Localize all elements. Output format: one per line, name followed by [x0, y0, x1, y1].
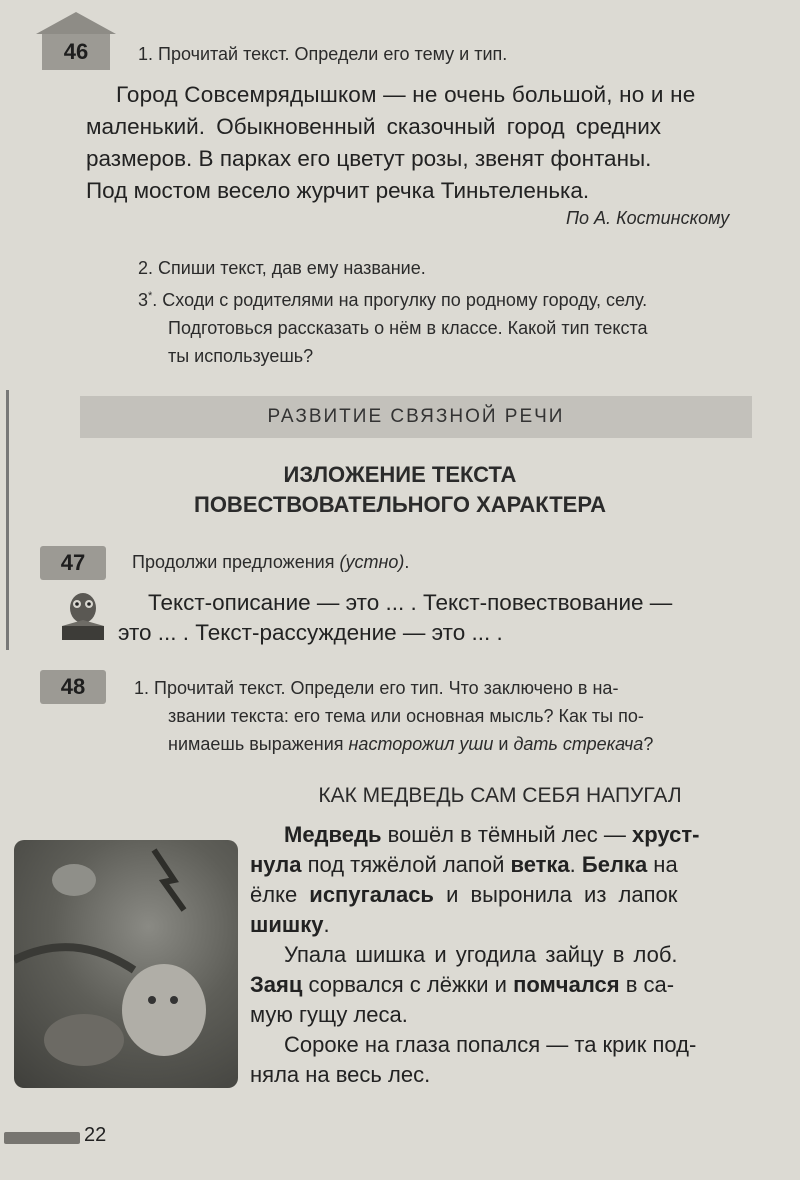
ex47-task-text: Продолжи предложения	[132, 552, 335, 572]
exercise-48-badge: 48	[40, 670, 106, 704]
ex46-text-line: размеров. В парках его цветут розы, звенят фонтаны.	[86, 146, 652, 171]
story-line: Упала шишка и угодила зайцу в лоб.	[284, 942, 678, 967]
story-line	[250, 972, 674, 998]
story-word: сорвался с лёжки и	[302, 972, 514, 997]
ex47-line: Текст-описание — это ... . Текст-повествование —	[148, 590, 673, 615]
task3-star: *	[148, 290, 153, 302]
ex46-author: По А. Костинскому	[566, 208, 730, 228]
owl-reading-icon	[56, 586, 110, 644]
story-word: на	[647, 852, 678, 877]
story-line	[250, 912, 330, 938]
ex48-task-line1: 1. Прочитай текст. Определи его тип. Что заключено в на-	[134, 678, 619, 698]
story-word: Медведь	[284, 822, 382, 847]
ex48-task-line2: звании текста: его тема или основная мысль? Как ты по-	[168, 706, 644, 726]
ex46-task3	[138, 290, 647, 311]
page-ornament-icon	[4, 1132, 80, 1144]
ex48-expression1: насторожил уши	[348, 734, 494, 754]
task3-number: 3	[138, 290, 149, 310]
story-word: .	[569, 852, 582, 877]
ex46-task2: 2. Спиши текст, дав ему название.	[138, 258, 426, 278]
task3-text: . Сходи с родителями на прогулку по родному городу, селу.	[152, 290, 648, 310]
story-word: испугалась	[309, 882, 434, 907]
story-illustration	[14, 840, 238, 1088]
ex48-task-text: ?	[643, 734, 654, 754]
story-word: помчался	[513, 972, 620, 997]
ex48-task-text: и	[493, 734, 514, 754]
story-line: Сороке на глаза попался — та крик под-	[284, 1032, 697, 1057]
story-word: нула	[250, 852, 302, 877]
story-word: хруст-	[632, 822, 700, 847]
story-word: Белка	[581, 852, 648, 877]
story-word: .	[323, 912, 330, 937]
section-heading-line2: ПОВЕСТВОВАТЕЛЬНОГО ХАРАКТЕРА	[194, 492, 606, 517]
story-word: под тяжёлой лапой	[301, 852, 511, 877]
section-banner: РАЗВИТИЕ СВЯЗНОЙ РЕЧИ	[80, 396, 752, 438]
ex47-line: это ... . Текст-рассуждение — это ... .	[118, 620, 503, 645]
ex47-task-end: .	[404, 552, 410, 572]
story-word: и выронила из лапок	[433, 882, 678, 907]
ex48-task-text: нимаешь выражения	[168, 734, 349, 754]
forest-image	[14, 840, 238, 1088]
ex46-text-line: Город Совсемрядышком — не очень большой, но и не	[116, 82, 696, 107]
story-word: шишку	[250, 912, 324, 937]
story-line	[284, 822, 699, 848]
story-line: мую гущу леса.	[250, 1002, 408, 1027]
ex46-text-line: маленький. Обыкновенный сказочный город средних	[86, 114, 662, 139]
margin-bar	[6, 390, 9, 650]
ex48-task-line3	[168, 734, 653, 755]
exercise-47-badge: 47	[40, 546, 106, 580]
story-title: КАК МЕДВЕДЬ САМ СЕБЯ НАПУГАЛ	[318, 784, 682, 807]
ex47-task-note: (устно)	[339, 552, 405, 572]
ex47-task	[132, 552, 409, 573]
story-line	[250, 852, 678, 878]
exercise-46-badge: 46	[42, 34, 110, 70]
page-number: 22	[84, 1124, 107, 1146]
story-word: ветка	[510, 852, 570, 877]
house-icon	[36, 12, 116, 34]
ex46-task1: 1. Прочитай текст. Определи его тему и тип.	[138, 44, 508, 64]
story-line	[250, 882, 677, 908]
ex46-text-line: Под мостом весело журчит речка Тиньтеленька.	[86, 178, 590, 203]
story-word: вошёл в тёмный лес —	[381, 822, 633, 847]
section-heading-line1: ИЗЛОЖЕНИЕ ТЕКСТА	[283, 462, 517, 487]
story-line: няла на весь лес.	[250, 1062, 431, 1087]
story-word: в са-	[619, 972, 675, 997]
ex46-task3-line: Подготовься рассказать о нём в классе. Какой тип текста	[168, 318, 648, 338]
ex46-task3-line: ты используешь?	[168, 346, 314, 366]
story-word: Заяц	[250, 972, 303, 997]
story-word: ёлке	[250, 882, 310, 907]
ex48-expression2: дать стрекача	[513, 734, 644, 754]
